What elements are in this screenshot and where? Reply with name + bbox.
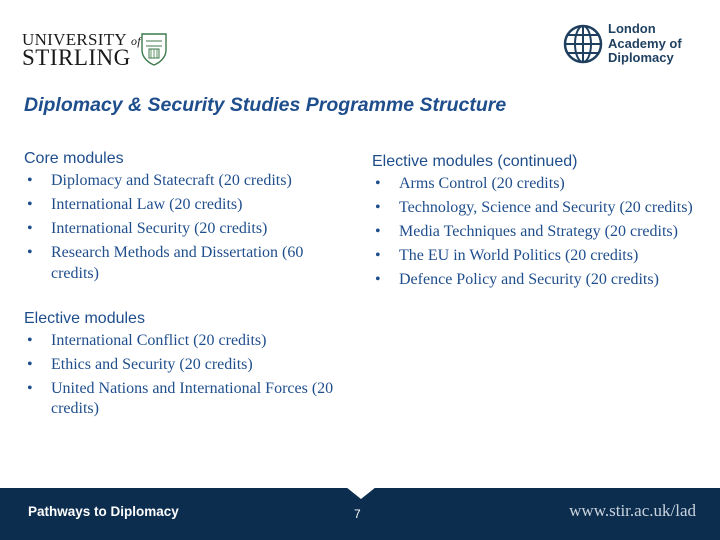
- elective-modules-heading: Elective modules: [24, 309, 145, 327]
- london-academy-of-diplomacy-logo: [563, 22, 703, 72]
- list-item: • Defence Policy and Security (20 credits): [372, 270, 702, 291]
- list-item: • International Conflict (20 credits): [24, 331, 354, 352]
- university-of-stirling-logo: [22, 30, 172, 70]
- bullet-icon: •: [375, 247, 381, 264]
- elective-modules-continued-list: [372, 174, 702, 291]
- bullet-icon: •: [27, 244, 33, 261]
- bullet-icon: •: [27, 331, 33, 349]
- list-item: • Arms Control (20 credits): [372, 174, 702, 195]
- left-column: [24, 150, 354, 423]
- bullet-icon: •: [27, 379, 33, 397]
- lad-logo-text: London Academy of Diplomacy: [608, 21, 682, 65]
- university-crest-icon: [140, 32, 168, 66]
- footer-notch: [346, 488, 376, 499]
- page-number: 7: [354, 507, 361, 521]
- bullet-icon: •: [27, 196, 33, 213]
- list-item: • The EU in World Politics (20 credits): [372, 246, 702, 267]
- bullet-icon: •: [375, 223, 381, 240]
- page-title: Diplomacy & Security Studies Programme Structure: [24, 94, 507, 116]
- core-modules-heading: Core modules: [24, 150, 124, 167]
- right-column: [372, 153, 702, 294]
- core-modules-list: [24, 171, 354, 284]
- list-item: • International Law (20 credits): [24, 195, 354, 216]
- bullet-icon: •: [375, 175, 381, 192]
- bullet-icon: •: [375, 199, 381, 216]
- elective-modules-continued-heading: Elective modules (continued): [372, 153, 578, 170]
- footer-url-link[interactable]: www.stir.ac.uk/lad: [569, 501, 696, 520]
- bullet-icon: •: [375, 271, 381, 288]
- bullet-icon: •: [27, 220, 33, 237]
- list-item: • Diplomacy and Statecraft (20 credits): [24, 171, 354, 192]
- list-item: • International Security (20 credits): [24, 219, 354, 240]
- list-item: • Research Methods and Dissertation (60 credits): [27, 244, 304, 282]
- elective-modules-list: [24, 331, 354, 420]
- list-item: • Technology, Science and Security (20 credits): [372, 198, 702, 219]
- globe-icon: [563, 24, 603, 64]
- list-item: • Media Techniques and Strategy (20 credits): [372, 222, 702, 243]
- bullet-icon: •: [27, 172, 33, 189]
- logo-stirling-text: STIRLING: [22, 45, 131, 70]
- bullet-icon: •: [27, 355, 33, 373]
- footer-bar: [0, 488, 720, 540]
- list-item: • Ethics and Security (20 credits): [24, 355, 354, 376]
- list-item: • United Nations and International Forces (20 credits): [27, 379, 334, 417]
- logo-university-text: UNIVERSITY of: [22, 30, 141, 49]
- footer-tagline: Pathways to Diplomacy: [28, 504, 179, 519]
